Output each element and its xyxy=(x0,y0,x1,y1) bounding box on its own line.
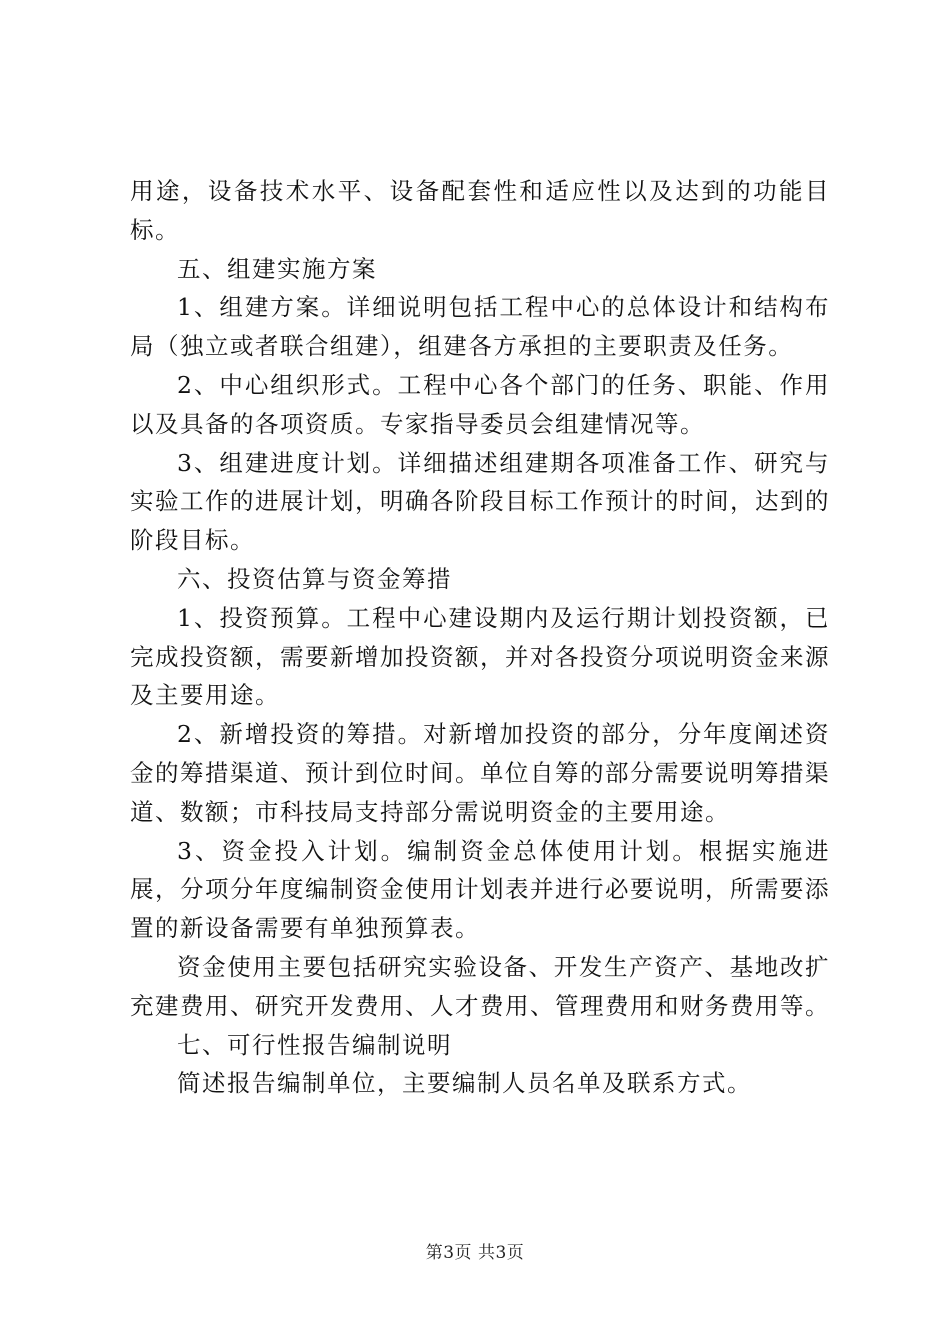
document-body xyxy=(130,172,830,1103)
paragraph-5-1: 1、组建方案。详细说明包括工程中心的总体设计和结构布局（独立或者联合组建），组建各方承担的主要职责及任务。 xyxy=(130,293,830,361)
section-heading-6: 六、投资估算与资金筹措 xyxy=(177,564,452,593)
paragraph-6-note: 资金使用主要包括研究实验设备、开发生产资产、基地改扩充建费用、研究开发费用、人才费用、管理费用和财务费用等。 xyxy=(130,952,830,1020)
section-heading-7: 七、可行性报告编制说明 xyxy=(177,1030,452,1059)
paragraph-6-1: 1、投资预算。工程中心建设期内及运行期计划投资额，已完成投资额，需要新增加投资额，并对各投资分项说明资金来源及主要用途。 xyxy=(130,603,830,710)
page-footer: 第3页 共3页 xyxy=(425,1243,525,1263)
paragraph-6-2: 2、新增投资的筹措。对新增加投资的部分，分年度阐述资金的筹措渠道、预计到位时间。单位自筹的部分需要说明筹措渠道、数额；市科技局支持部分需说明资金的主要用途。 xyxy=(130,720,830,826)
paragraph-5-3: 3、组建进度计划。详细描述组建期各项准备工作、研究与实验工作的进展计划，明确各阶段目标工作预计的时间，达到的阶段目标。 xyxy=(130,448,830,555)
paragraph-6-3: 3、资金投入计划。编制资金总体使用计划。根据实施进展，分项分年度编制资金使用计划表并进行必要说明，所需要添置的新设备需要有单独预算表。 xyxy=(130,836,830,943)
section-heading-5: 五、组建实施方案 xyxy=(177,254,377,283)
paragraph-7-1: 简述报告编制单位，主要编制人员名单及联系方式。 xyxy=(177,1069,752,1098)
paragraph-continuation: 用途，设备技术水平、设备配套性和适应性以及达到的功能目标。 xyxy=(130,177,830,244)
paragraph-5-2: 2、中心组织形式。工程中心各个部门的任务、职能、作用以及具备的各项资质。专家指导委员会组建情况等。 xyxy=(130,370,830,438)
